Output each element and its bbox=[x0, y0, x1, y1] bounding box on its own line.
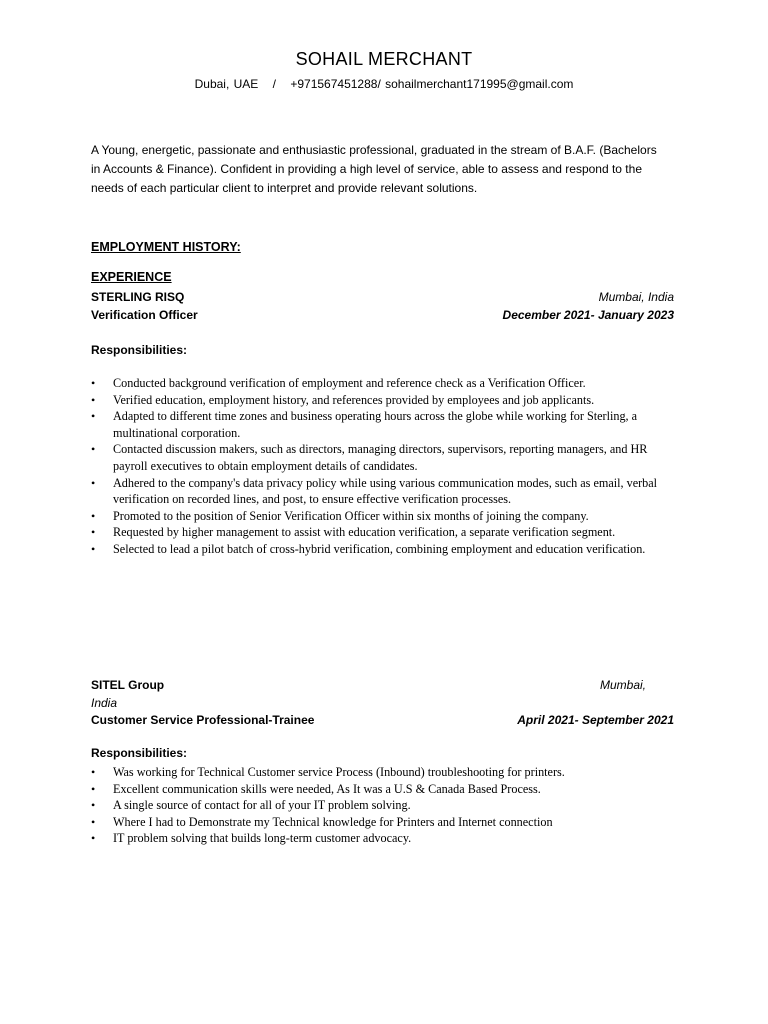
responsibilities-list bbox=[91, 764, 681, 847]
responsibilities-label: Responsibilities: bbox=[91, 746, 188, 760]
bullet-icon bbox=[91, 392, 113, 409]
list-item bbox=[91, 441, 681, 474]
job-title: Verification Officer bbox=[91, 308, 198, 322]
bullet-icon bbox=[91, 475, 113, 492]
job-dates: December 2021- January 2023 bbox=[502, 308, 674, 322]
list-item-text: Where I had to Demonstrate my Technical knowledge for Printers and Internet connection bbox=[113, 814, 553, 829]
professional-summary: A Young, energetic, passionate and enthusiastic professional, graduated in the stream of B.A.F. (Bachelors in Accounts & Finance). Confident in providing a high level of service, able to assess and respond to the needs of each particular client to interpret and provide relevant solutions. bbox=[91, 143, 657, 195]
list-item-text: Adhered to the company's data privacy policy while using various communication modes, such as email, verbal verification on recorded lines, and post, to ensure effective verification processes. bbox=[113, 475, 658, 507]
list-item bbox=[91, 475, 681, 508]
company-name: STERLING RISQ bbox=[91, 290, 185, 304]
list-item bbox=[91, 524, 681, 541]
bullet-icon bbox=[91, 797, 113, 814]
job-location: Mumbai, India bbox=[598, 290, 674, 304]
list-item-text: Selected to lead a pilot batch of cross-hybrid verification, combining employment and education verification. bbox=[113, 541, 646, 556]
experience-heading: EXPERIENCE bbox=[91, 270, 172, 284]
employment-history-heading: EMPLOYMENT HISTORY: bbox=[91, 240, 241, 254]
company-name: SITEL Group bbox=[91, 678, 165, 692]
contact-separator: / bbox=[272, 77, 276, 91]
list-item-text: Contacted discussion makers, such as directors, managing directors, supervisors, reporting managers, and HR payroll executives to obtain employment details of candidates. bbox=[113, 442, 648, 473]
bullet-icon bbox=[91, 508, 113, 525]
list-item-text: Excellent communication skills were needed, As It was a U.S & Canada Based Process. bbox=[113, 781, 541, 796]
bullet-icon bbox=[91, 781, 113, 798]
list-item-text: Was working for Technical Customer service Process (Inbound) troubleshooting for printers. bbox=[113, 765, 565, 779]
list-item-text: IT problem solving that builds long-term customer advocacy. bbox=[113, 831, 412, 846]
bullet-icon bbox=[91, 375, 113, 392]
list-item bbox=[91, 375, 681, 392]
list-item-text: Conducted background verification of employment and reference check as a Verification Officer. bbox=[113, 376, 586, 390]
list-item bbox=[91, 541, 681, 558]
list-item bbox=[91, 814, 681, 831]
bullet-icon bbox=[91, 441, 113, 458]
job-title: Customer Service Professional-Trainee bbox=[91, 713, 315, 727]
job-location: Mumbai, bbox=[599, 678, 646, 692]
bullet-icon bbox=[91, 764, 113, 781]
list-item bbox=[91, 392, 681, 409]
bullet-icon bbox=[91, 524, 113, 541]
list-item bbox=[91, 764, 681, 781]
list-item-text: Promoted to the position of Senior Verification Officer within six months of joining the company. bbox=[113, 508, 589, 523]
list-item bbox=[91, 830, 681, 847]
list-item-text: Requested by higher management to assist with education verification, a separate verification segment. bbox=[113, 525, 616, 540]
job-dates: April 2021- September 2021 bbox=[517, 713, 674, 727]
list-item bbox=[91, 797, 681, 814]
phone-email-text: +971567451288/ sohailmerchant171995@gmail.com bbox=[290, 77, 574, 91]
list-item-text: Verified education, employment history, and references provided by employees and job applicants. bbox=[113, 392, 595, 407]
job-location-continued: India bbox=[91, 696, 118, 710]
candidate-name: SOHAIL MERCHANT bbox=[295, 49, 473, 69]
list-item-text: Adapted to different time zones and business operating hours across the globe while working for Sterling, a multinational corporation. bbox=[113, 409, 638, 440]
responsibilities-label: Responsibilities: bbox=[91, 343, 188, 357]
list-item bbox=[91, 408, 681, 441]
bullet-icon bbox=[91, 541, 113, 558]
bullet-icon bbox=[91, 830, 113, 847]
list-item bbox=[91, 781, 681, 798]
responsibilities-list bbox=[91, 375, 681, 558]
list-item-text: A single source of contact for all of your IT problem solving. bbox=[113, 798, 411, 813]
list-item bbox=[91, 508, 681, 525]
bullet-icon bbox=[91, 408, 113, 425]
location-text: Dubai, UAE bbox=[194, 77, 259, 91]
contact-line bbox=[0, 77, 768, 91]
bullet-icon bbox=[91, 814, 113, 831]
